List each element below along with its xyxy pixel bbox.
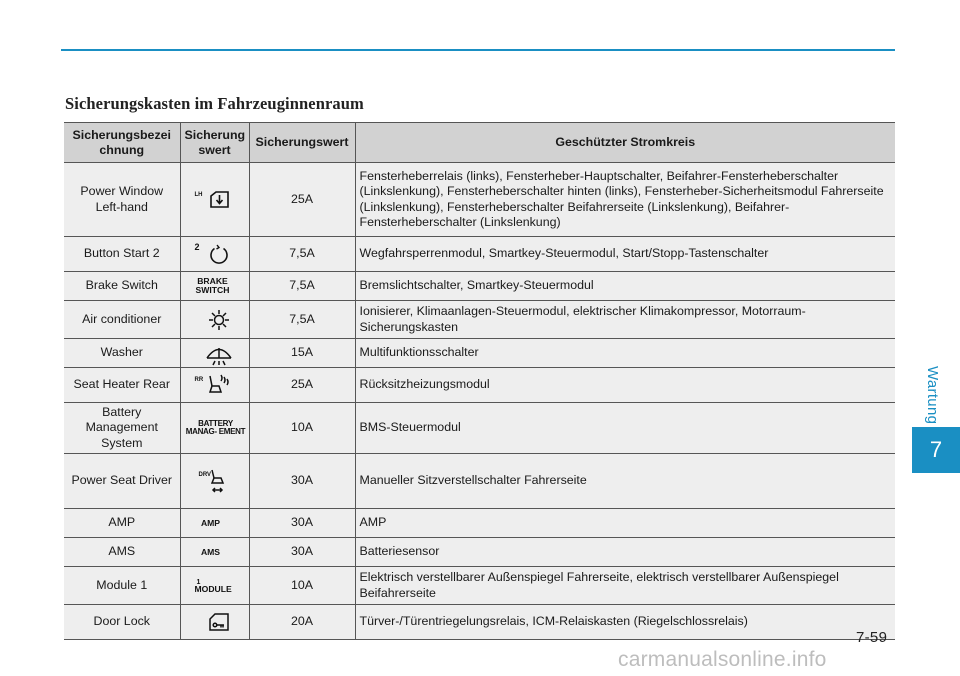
table-row [64, 538, 895, 567]
symbol-tag: LH [194, 191, 203, 198]
power-window-icon [185, 186, 249, 214]
header-name-line1: Sicherungsbezei [72, 127, 171, 142]
fuse-symbol [180, 163, 249, 237]
fuse-symbol [180, 509, 249, 538]
table-row [64, 605, 895, 640]
seat-heater-icon [185, 371, 249, 399]
fuse-rating: 10A [249, 403, 355, 454]
fuse-circuit: Multifunktionsschalter [355, 339, 895, 368]
fuse-name: Door Lock [64, 605, 180, 640]
fuse-circuit: Türver-/Türentriegelungsrelais, ICM-Relaiskasten (Riegelschlossrelais) [355, 605, 895, 640]
symbol-tag: RR [194, 377, 204, 383]
fuse-symbol [180, 237, 249, 272]
fuse-rating: 15A [249, 339, 355, 368]
brake-switch-symbol: BRAKE SWITCH [195, 276, 230, 295]
fuse-name: Button Start 2 [64, 237, 180, 272]
fuse-name: Battery Management System [64, 403, 180, 454]
fuse-circuit: BMS-Steuermodul [355, 403, 895, 454]
fuse-rating: 7,5A [249, 272, 355, 301]
fuse-circuit: Manueller Sitzverstellschalter Fahrerseite [355, 454, 895, 509]
fuse-name: AMP [64, 509, 180, 538]
table-row [64, 509, 895, 538]
fuse-symbol [180, 605, 249, 640]
start-button-icon [185, 240, 249, 268]
ams-symbol: AMS [200, 546, 221, 557]
table-row [64, 454, 895, 509]
table-row [64, 272, 895, 301]
header-symbol [180, 123, 249, 163]
fuse-rating: 30A [249, 454, 355, 509]
fuse-rating: 20A [249, 605, 355, 640]
fuse-circuit: Batteriesensor [355, 538, 895, 567]
symbol-tag: 1 [196, 578, 201, 586]
fuse-symbol [180, 339, 249, 368]
fuse-name: Power Seat Driver [64, 454, 180, 509]
symbol-tag: DRV [198, 472, 212, 478]
fuse-name: Seat Heater Rear [64, 368, 180, 403]
fuse-circuit: Fensterheberrelais (links), Fensterheber-Hauptschalter, Beifahrer-Fensterheberschalter (Linkslenkung), Fensterheberschalter hinten (links), Fensterheber-Sicherheitsmodul Fahrerseite (Linkslenkung), Fensterheberschalter Beifahrerseite (Linkslenkung), Beifahrer-Fensterheberschalter (Linkslenkung) [355, 163, 895, 237]
top-rule [61, 49, 895, 51]
fuse-symbol [180, 272, 249, 301]
watermark: carmanualsonline.info [618, 648, 827, 671]
door-lock-icon [185, 608, 249, 636]
fuse-circuit: Elektrisch verstellbarer Außenspiegel Fahrerseite, elektrisch verstellbarer Außenspiegel Beifahrerseite [355, 567, 895, 605]
air-conditioner-icon [185, 306, 249, 334]
table-row [64, 339, 895, 368]
chapter-side-label [913, 366, 953, 426]
fuse-rating: 30A [249, 509, 355, 538]
washer-icon [185, 339, 249, 367]
table-row [64, 403, 895, 454]
table-row [64, 368, 895, 403]
fuse-name: Power Window Left-hand [64, 163, 180, 237]
fuse-circuit: AMP [355, 509, 895, 538]
fuse-rating: 10A [249, 567, 355, 605]
battery-management-symbol: BATTERY MANAG- EMENT [185, 418, 246, 436]
fuse-name: Module 1 [64, 567, 180, 605]
fuse-symbol [180, 454, 249, 509]
fuse-name: Washer [64, 339, 180, 368]
symbol-tag: 2 [194, 242, 200, 252]
fuse-circuit: Bremslichtschalter, Smartkey-Steuermodul [355, 272, 895, 301]
fuse-symbol [180, 368, 249, 403]
table-row [64, 237, 895, 272]
fuse-circuit: Ionisierer, Klimaanlagen-Steuermodul, elektrischer Klimakompressor, Motorraum-Sicherungskasten [355, 301, 895, 339]
fuse-name: Brake Switch [64, 272, 180, 301]
fuse-name: Air conditioner [64, 301, 180, 339]
fuse-circuit: Wegfahrsperrenmodul, Smartkey-Steuermodul, Start/Stopp-Tastenschalter [355, 237, 895, 272]
fuse-circuit: Rücksitzheizungsmodul [355, 368, 895, 403]
fuse-rating: 30A [249, 538, 355, 567]
header-symbol-line2: swert [198, 142, 231, 157]
fuse-rating: 7,5A [249, 237, 355, 272]
fuse-table [64, 122, 895, 640]
header-name-line2: chnung [99, 142, 145, 157]
fuse-symbol [180, 538, 249, 567]
header-circuit: Geschützter Stromkreis [355, 123, 895, 163]
table-row [64, 567, 895, 605]
section-title: Sicherungskasten im Fahrzeuginnenraum [65, 94, 364, 113]
table-header-row [64, 123, 895, 163]
fuse-symbol [180, 567, 249, 605]
power-seat-icon [185, 467, 249, 495]
module-symbol [185, 575, 249, 597]
header-name [64, 123, 180, 163]
chapter-side-label-text: Wartung [924, 366, 941, 425]
table-row [64, 301, 895, 339]
fuse-rating: 25A [249, 163, 355, 237]
fuse-name: AMS [64, 538, 180, 567]
fuse-rating: 25A [249, 368, 355, 403]
fuse-rating: 7,5A [249, 301, 355, 339]
chapter-tab: 7 [912, 427, 960, 473]
fuse-symbol [180, 403, 249, 454]
amp-symbol: AMP [200, 517, 221, 528]
header-symbol-line1: Sicherung [184, 127, 246, 142]
table-row [64, 163, 895, 237]
page-number: 7-59 [856, 629, 888, 646]
module-symbol-text: MODULE [194, 583, 232, 594]
fuse-symbol [180, 301, 249, 339]
header-rating: Sicherungswert [249, 123, 355, 163]
